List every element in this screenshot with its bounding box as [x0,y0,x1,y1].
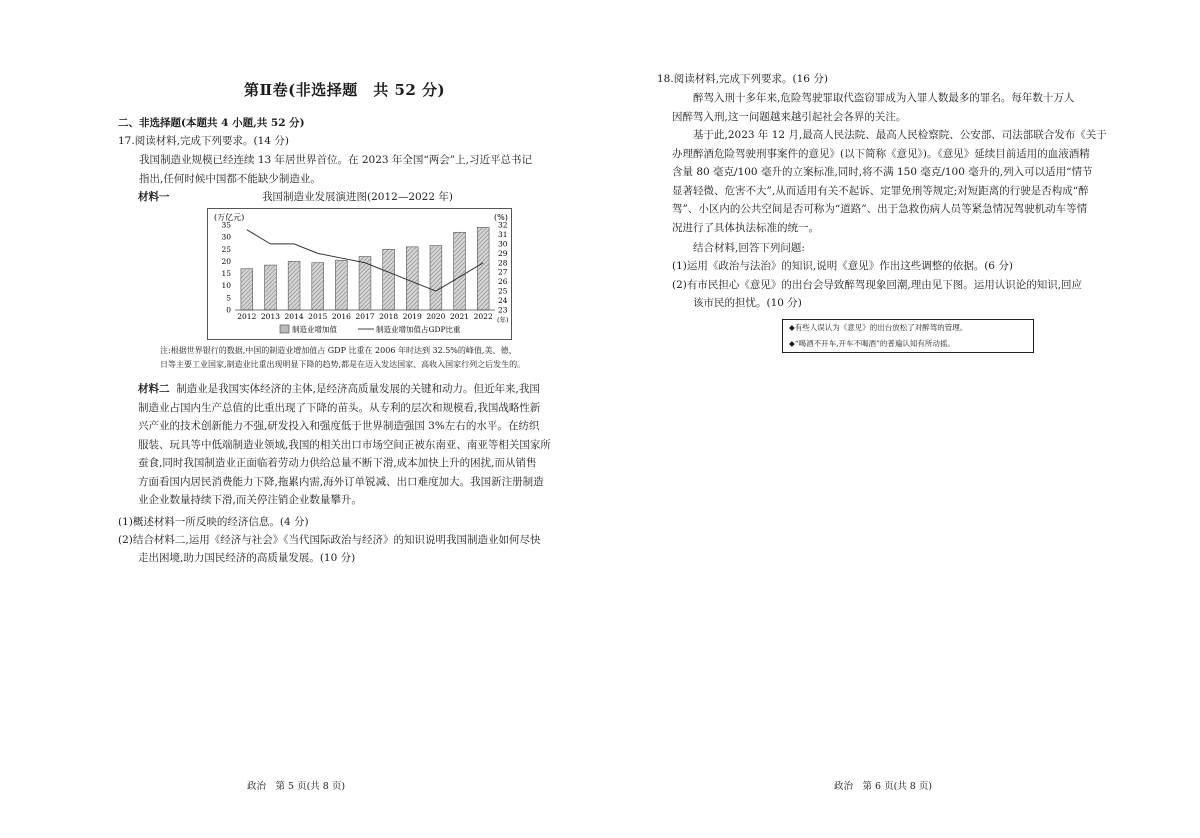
right-page [600,0,1200,838]
material2-line: 制造业是我国实体经济的主体,是经济高质量发展的关键和动力。但近年来,我国 [176,383,540,395]
y-left-tick: 35 [221,220,231,230]
q17-stem: 17.阅读材料,完成下列要求。(14 分) [118,135,289,147]
bar-manufacturing-value [454,232,466,310]
y-left-tick: 30 [221,232,231,242]
note-line: 日等主要工业国家,制造业比重出现明显下降的趋势,都是在迈入发达国家、高收入国家行列之后发生的。 [160,359,526,369]
q18-stem: 18.阅读材料,完成下列要求。(16 分) [657,73,828,85]
bar-manufacturing-value [335,260,347,310]
legend-line-label: 制造业增加值占GDP比重 [376,325,461,334]
x-tick-label: 2020 [426,312,446,321]
x-unit: (年) [497,316,509,324]
y-right-tick: 30 [498,239,508,249]
x-tick-label: 2019 [402,312,422,321]
y-right-tick: 25 [498,286,508,296]
bar-manufacturing-value [430,246,442,310]
y-left-tick: 15 [221,269,231,279]
q18-sub2-line2: 该市民的担忧。(10 分) [693,297,802,309]
y-left-tick: 0 [226,305,231,315]
y-left-tick: 10 [221,281,231,291]
x-tick-label: 2022 [473,312,493,321]
q18-para2-line: 含量 80 毫克/100 毫升的立案标准,同时,将不满 150 毫克/100 毫升的,列入可以适用“情节 [672,166,1093,178]
legend-bar-label: 制造业增加值 [292,325,337,334]
manufacturing-chart [208,209,511,339]
q17-sub1: (1)概述材料一所反映的经济信息。(4 分) [118,516,309,528]
x-tick-label: 2014 [284,312,304,321]
y-right-tick: 23 [498,305,508,315]
y-right-tick: 28 [498,258,508,268]
bar-manufacturing-value [241,269,253,310]
part-heading: 二、非选择题(本题共 4 小题,共 52 分) [118,117,305,129]
note-line: 注:根据世界银行的数据,中国的制造业增加值占 GDP 比重在 2006 年时达到 32.5%的峰值,美、德、 [160,346,517,355]
q18-prompt: 结合材料,回答下列问题: [693,242,805,254]
y-right-tick: 29 [498,248,508,258]
q18-para2 [672,126,1158,237]
chart-frame [207,208,512,340]
q18-sub2-line1: (2)有市民担心《意见》的出台会导致醉驾现象回潮,理由见下图。运用认识论的知识,回应 [672,279,1083,291]
material2-line: 兴产业的技术创新能力不强,研发投入和强度低于世界制造强国 3%左右的水平。在纺织 [138,420,540,432]
x-tick-label: 2015 [308,312,328,321]
y-left-tick: 20 [221,256,231,266]
material2-line: 方面看国内居民消费能力下降,拖累内需,海外订单锐减、出口难度加大。我国新注册制造 [138,475,544,488]
material2-line: 服装、玩具等中低端制造业领域,我国的相关出口市场空间正被东南亚、南亚等相关国家所 [138,438,551,451]
q17-intro-line: 指出,任何时候中国都不能缺少制造业。 [139,172,321,185]
citizen-concern-box [782,319,1034,353]
section-title: 第Ⅱ卷(非选择题 共 52 分) [244,81,446,99]
q18-para1-line: 因醉驾入刑,这一问题越来越引起社会各界的关注。 [672,110,907,123]
material2-label: 材料二 [138,383,170,395]
y-left-tick: 25 [221,244,231,254]
y-right-tick: 31 [498,229,508,239]
q18-para2-line: 驾”、小区内的公共空间是否可称为“道路”、出于急救伤病人员等紧急情况驾驶机动车等情 [672,203,1088,215]
q17-intro [118,151,593,188]
q18-para1-line: 醉驾入刑十多年来,危险驾驶罪取代盗窃罪成为入罪人数最多的罪名。每年数十万人 [693,92,1075,104]
concern-line: ◆有些人误认为《意见》的出台放松了对醉驾的管理。 [789,323,968,332]
y-left-unit: (万亿元) [214,213,245,222]
q18-para1 [672,89,1158,126]
x-tick-label: 2021 [449,312,470,321]
bar-manufacturing-value [406,247,418,310]
concern-line: ◆“喝酒不开车,开车不喝酒”的普遍认知有所动摇。 [789,339,955,348]
q17-sub2-line1: (2)结合材料二,运用《经济与社会》《当代国际政治与经济》的知识说明我国制造业如何尽快 [118,534,541,546]
q18-para2-line: 况进行了具体执法标准的统一。 [672,221,819,234]
x-tick-label: 2013 [260,312,281,321]
x-tick-label: 2017 [355,312,375,321]
bar-manufacturing-value [288,261,300,310]
x-tick-label: 2012 [237,312,257,321]
material2 [138,380,593,510]
y-right-unit: (%) [494,213,508,222]
y-right-tick: 26 [498,277,508,287]
q17-intro-line: 我国制造业规模已经连续 13 年居世界首位。在 2023 年全国“两会”上,习近平总书记 [139,154,533,166]
material2-line: 蚕食,同时我国制造业正面临着劳动力供给总量不断下滑,成本加快上升的困扰,而从销售 [138,457,537,469]
page-footer-left: 政治 第 5 页(共 8 页) [247,781,346,792]
chart-note [160,344,600,371]
legend-bar-swatch [280,325,289,333]
y-right-tick: 27 [498,267,508,277]
q18-para2-line: 办理醉酒危险驾驶刑事案件的意见》(以下简称《意见》)。《意见》延续目前适用的血液酒精 [672,147,1090,160]
x-tick-label: 2016 [331,312,351,321]
bar-manufacturing-value [265,265,277,310]
bar-manufacturing-value [312,263,324,310]
y-right-tick: 32 [498,220,508,230]
material2-line: 制造业占国内生产总值的比重出现了下降的苗头。从专利的层次和规模看,我国战略性新 [138,401,541,414]
q17-sub2-line2: 走出困境,助力国民经济的高质量发展。(10 分) [138,552,356,564]
q18-sub1: (1)运用《政治与法治》的知识,说明《意见》作出这些调整的依据。(6 分) [672,260,1013,272]
x-tick-label: 2018 [379,312,399,321]
bar-manufacturing-value [477,227,489,310]
q18-para2-line: 基于此,2023 年 12 月,最高人民法院、最高人民检察院、公安部、司法部联合发布《关于 [693,129,1107,141]
q18-para2-line: 显著轻微、危害不大”,从而适用有关不起诉、定罪免刑等规定;对短距离的行驶是否构成“醉 [672,184,1089,197]
chart-caption: 我国制造业发展演进图(2012—2022 年) [262,191,453,203]
y-right-tick: 24 [498,296,508,306]
page-footer-right: 政治 第 6 页(共 8 页) [834,781,933,792]
material2-line: 业企业数量持续下滑,而关停注销企业数量攀升。 [138,494,362,506]
material1-label: 材料一 [138,191,170,203]
y-left-tick: 5 [226,293,231,303]
bar-manufacturing-value [383,249,395,310]
